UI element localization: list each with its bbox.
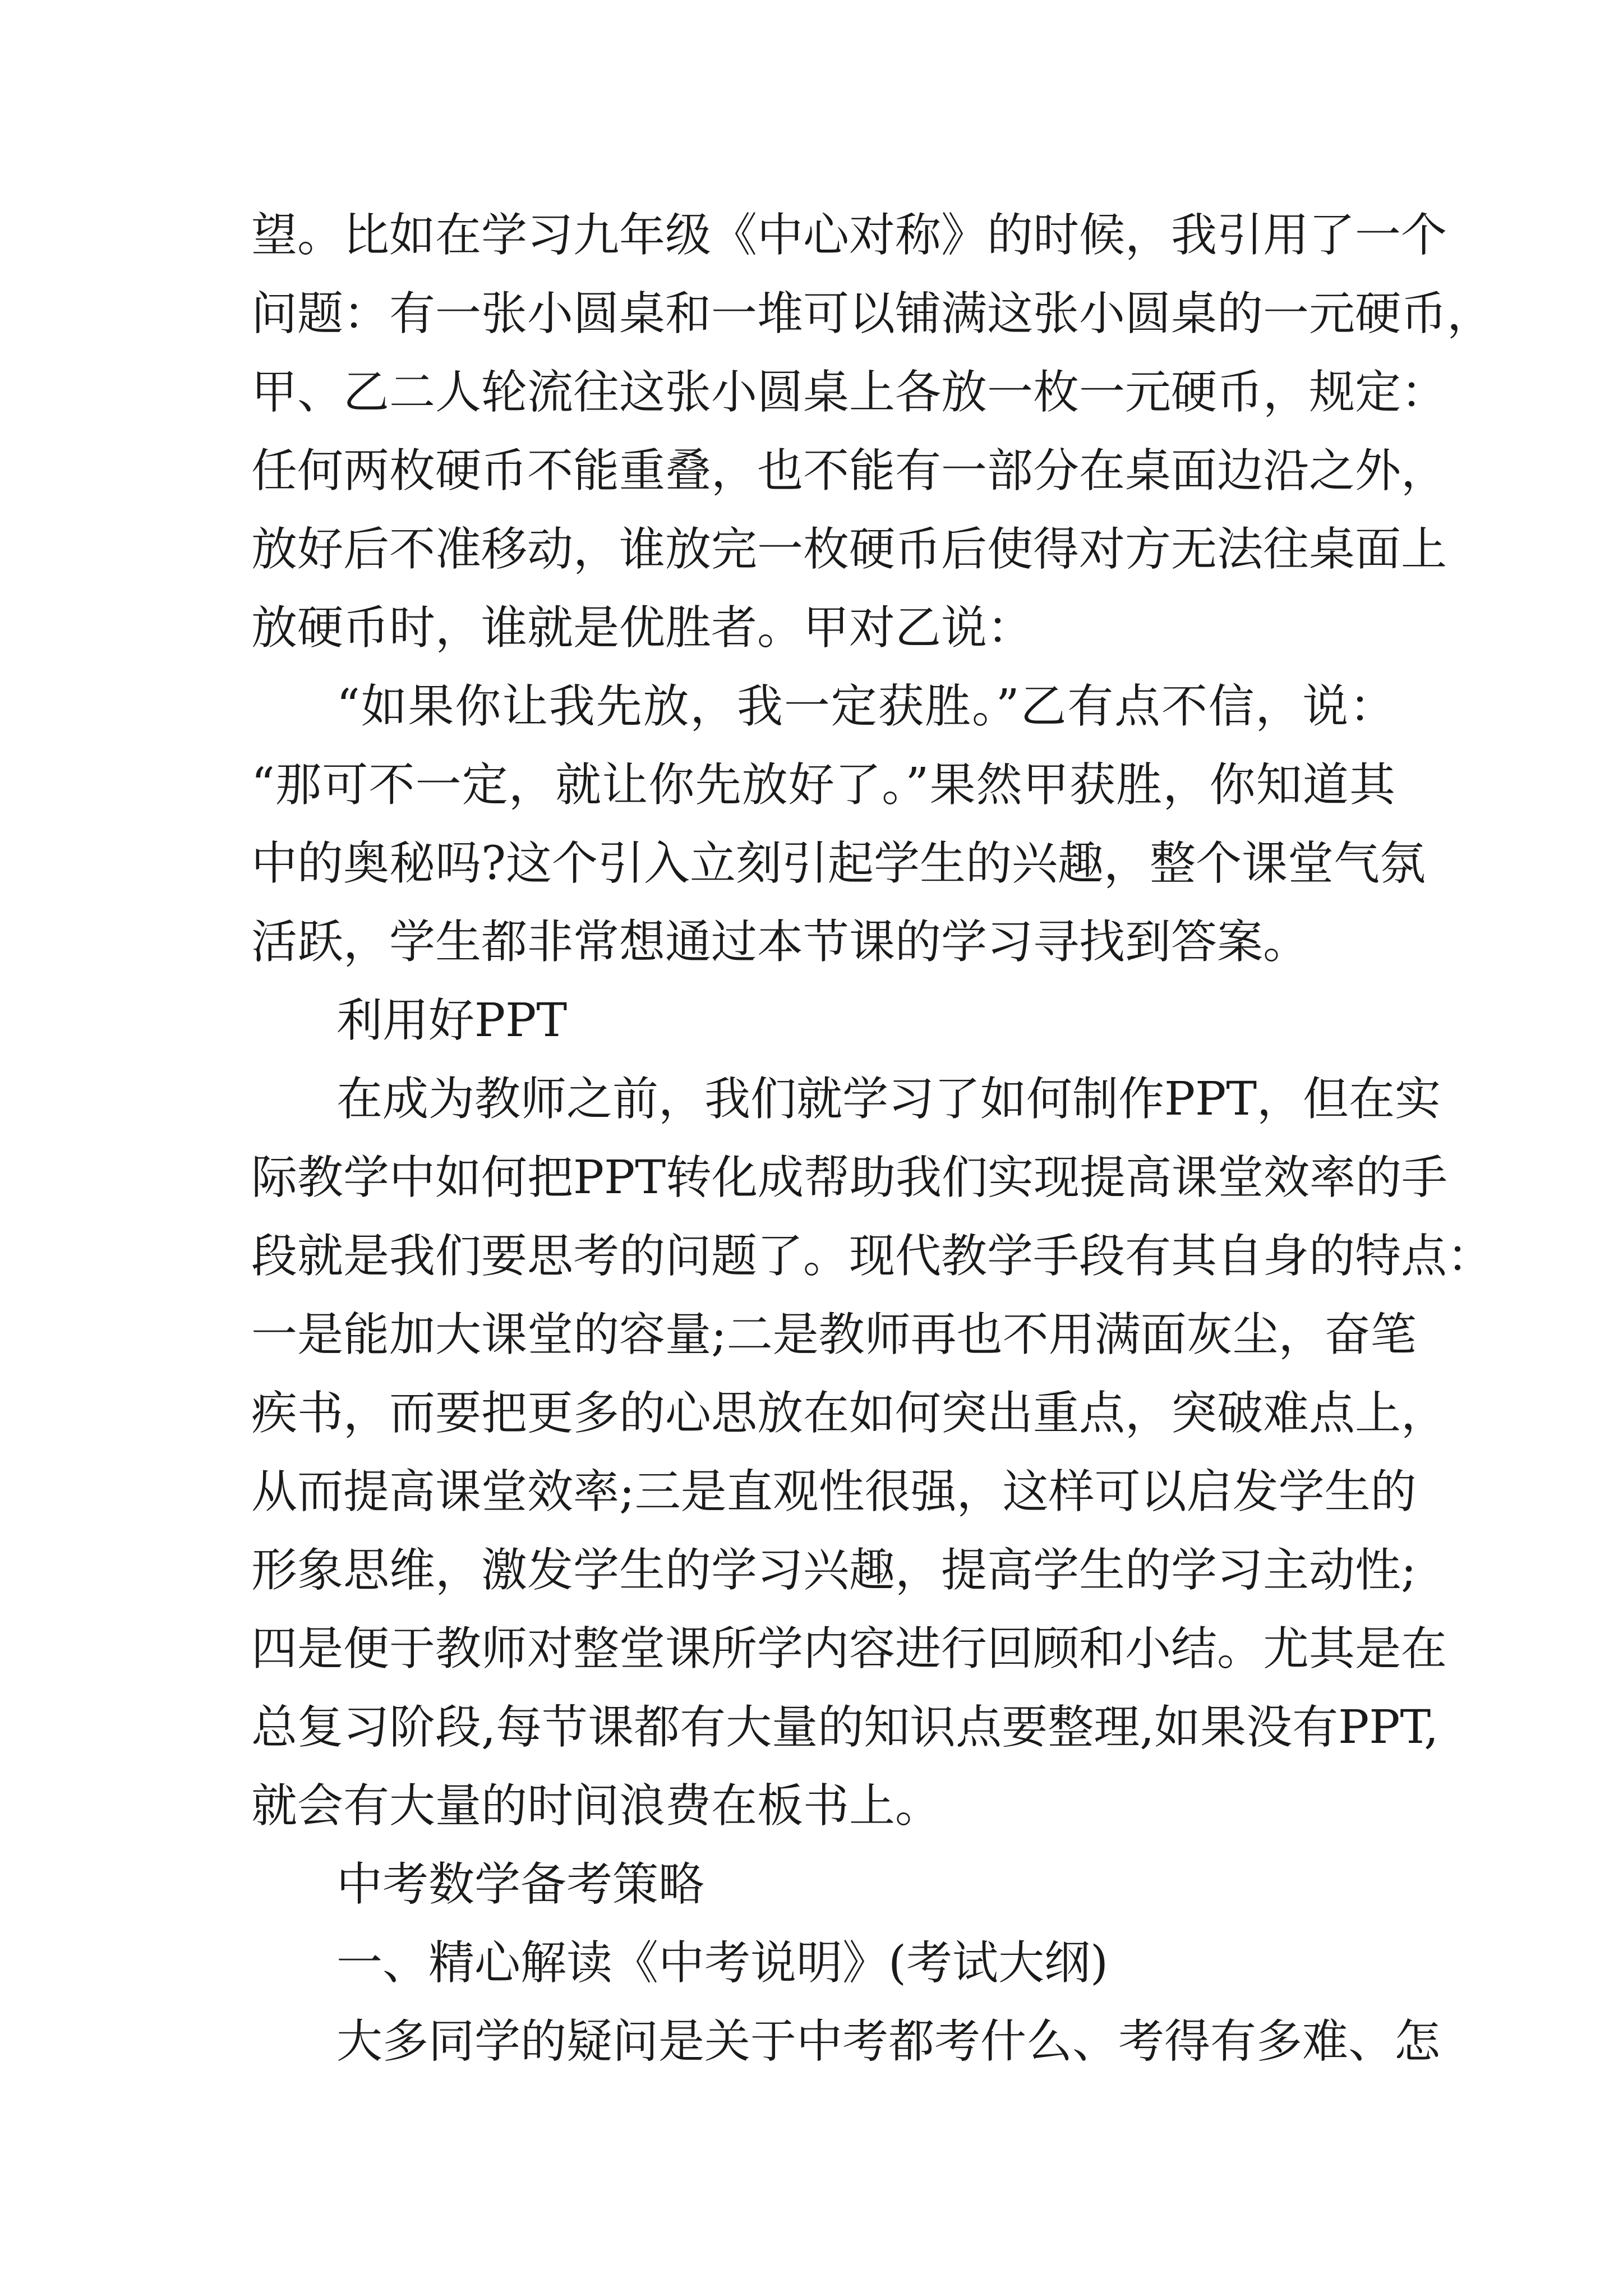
text-line: 一是能加大课堂的容量;二是教师再也不用满面灰尘，奋笔 <box>251 1308 1417 1361</box>
text-line: 中的奥秘吗?这个引入立刻引起学生的兴趣，整个课堂气氛 <box>251 837 1426 890</box>
text-line: 从而提高课堂效率;三是直观性很强，这样可以启发学生的 <box>251 1465 1417 1519</box>
text-line: “那可不一定，就让你先放好了。”果然甲获胜，你知道其 <box>251 758 1395 812</box>
text-line: 段就是我们要思考的问题了。现代教学手段有其自身的特点： <box>251 1230 1493 1283</box>
text-line: 际教学中如何把PPT转化成帮助我们实现提高课堂效率的手 <box>251 1151 1448 1204</box>
text-line: 总复习阶段,每节课都有大量的知识点要整理,如果没有PPT, <box>251 1701 1439 1754</box>
subsection-heading: 一、精心解读《中考说明》(考试大纲) <box>336 1936 1108 1990</box>
text-line: 放硬币时，谁就是优胜者。甲对乙说： <box>251 601 1034 655</box>
text-line: 望。比如在学习九年级《中心对称》的时候，我引用了一个 <box>251 209 1447 262</box>
text-line: “如果你让我先放，我一定获胜。”乙有点不信，说： <box>336 680 1395 733</box>
text-line: 甲、乙二人轮流往这张小圆桌上各放一枚一元硬币，规定： <box>251 366 1447 419</box>
text-line: 形象思维，激发学生的学习兴趣，提高学生的学习主动性; <box>251 1544 1417 1597</box>
section-heading: 利用好PPT <box>336 994 568 1047</box>
text-line: 任何两枚硬币不能重叠，也不能有一部分在桌面边沿之外， <box>251 444 1447 498</box>
text-line: 放好后不准移动，谁放完一枚硬币后使得对方无法往桌面上 <box>251 523 1447 576</box>
text-line: 在成为教师之前，我们就学习了如何制作PPT，但在实 <box>336 1073 1441 1126</box>
text-line: 四是便于教师对整堂课所学内容进行回顾和小结。尤其是在 <box>251 1622 1447 1676</box>
section-heading: 中考数学备考策略 <box>336 1858 705 1911</box>
text-line: 大多同学的疑问是关于中考都考什么、考得有多难、怎 <box>336 2015 1441 2068</box>
text-line: 疾书，而要把更多的心思放在如何突出重点，突破难点上， <box>251 1387 1447 1440</box>
text-line: 问题：有一张小圆桌和一堆可以铺满这张小圆桌的一元硬币， <box>251 287 1493 341</box>
text-line: 就会有大量的时间浪费在板书上。 <box>251 1779 942 1833</box>
text-line: 活跃，学生都非常想通过本节课的学习寻找到答案。 <box>251 915 1310 969</box>
